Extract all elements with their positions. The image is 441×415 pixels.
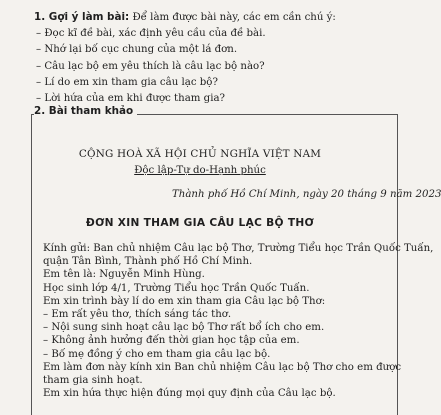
name-line: Em tên là: Nguyễn Minh Hùng. <box>43 269 205 281</box>
section-1-heading: 1. Gợi ý làm bài: <box>34 11 130 23</box>
recipient-line-1: Kính gửi: Ban chủ nhiệm Câu lạc bộ Thơ, Trường Tiểu học Trần Quốc Tuấn, <box>43 243 434 254</box>
hint-item-4: – Lí do em xin tham gia câu lạc bộ? <box>36 77 218 88</box>
motto-text: Độc lập-Tự do-Hạnh phúc <box>134 165 266 176</box>
hint-item-5: – Lời hứa của em khi được tham gia? <box>36 93 226 104</box>
section-1-intro: Để làm được bài này, các em cần chú ý: <box>129 12 336 23</box>
place-date: Thành phố Hồ Chí Minh, ngày 20 tháng 9 năm 2023 <box>172 189 441 200</box>
reason-4: – Bố mẹ đồng ý cho em tham gia câu lạc bộ. <box>43 348 271 360</box>
hint-item-1: – Đọc kĩ đề bài, xác định yêu cầu của đề bài. <box>36 28 266 39</box>
national-title: CỘNG HOÀ XÃ HỘI CHỦ NGHĨA VIỆT NAM <box>78 148 322 160</box>
reason-2: – Nội sung sinh hoạt câu lạc bộ Thơ rất bổ ích cho em. <box>43 322 325 334</box>
letter-title: ĐƠN XIN THAM GIA CÂU LẠC BỘ THƠ <box>85 217 315 229</box>
reason-intro: Em xin trình bày lí do em xin tham gia Câu lạc bộ Thơ: <box>43 295 326 307</box>
section-2-heading: 2. Bài tham khảo <box>34 105 137 117</box>
recipient-line-2: quận Tân Bình, Thành phố Hồ Chí Minh. <box>43 256 253 268</box>
section-1-line <box>34 11 336 23</box>
request-line-1: Em làm đơn này kính xin Ban chủ nhiệm Câu lạc bộ Thơ cho em được <box>43 361 402 373</box>
reason-1: – Em rất yêu thơ, thích sáng tác thơ. <box>43 308 232 320</box>
class-line: Học sinh lớp 4/1, Trường Tiểu học Trần Quốc Tuấn. <box>43 282 310 294</box>
hint-item-2: – Nhớ lại bố cục chung của một lá đơn. <box>36 44 238 55</box>
reason-3: – Không ảnh hưởng đến thời gian học tập của em. <box>43 335 300 347</box>
request-line-2: tham gia sinh hoạt. <box>43 374 143 386</box>
hint-item-3: – Câu lạc bộ em yêu thích là câu lạc bộ nào? <box>36 61 265 72</box>
promise-line: Em xin hứa thực hiện đúng mọi quy định của Câu lạc bộ. <box>43 388 336 399</box>
motto <box>0 165 400 176</box>
